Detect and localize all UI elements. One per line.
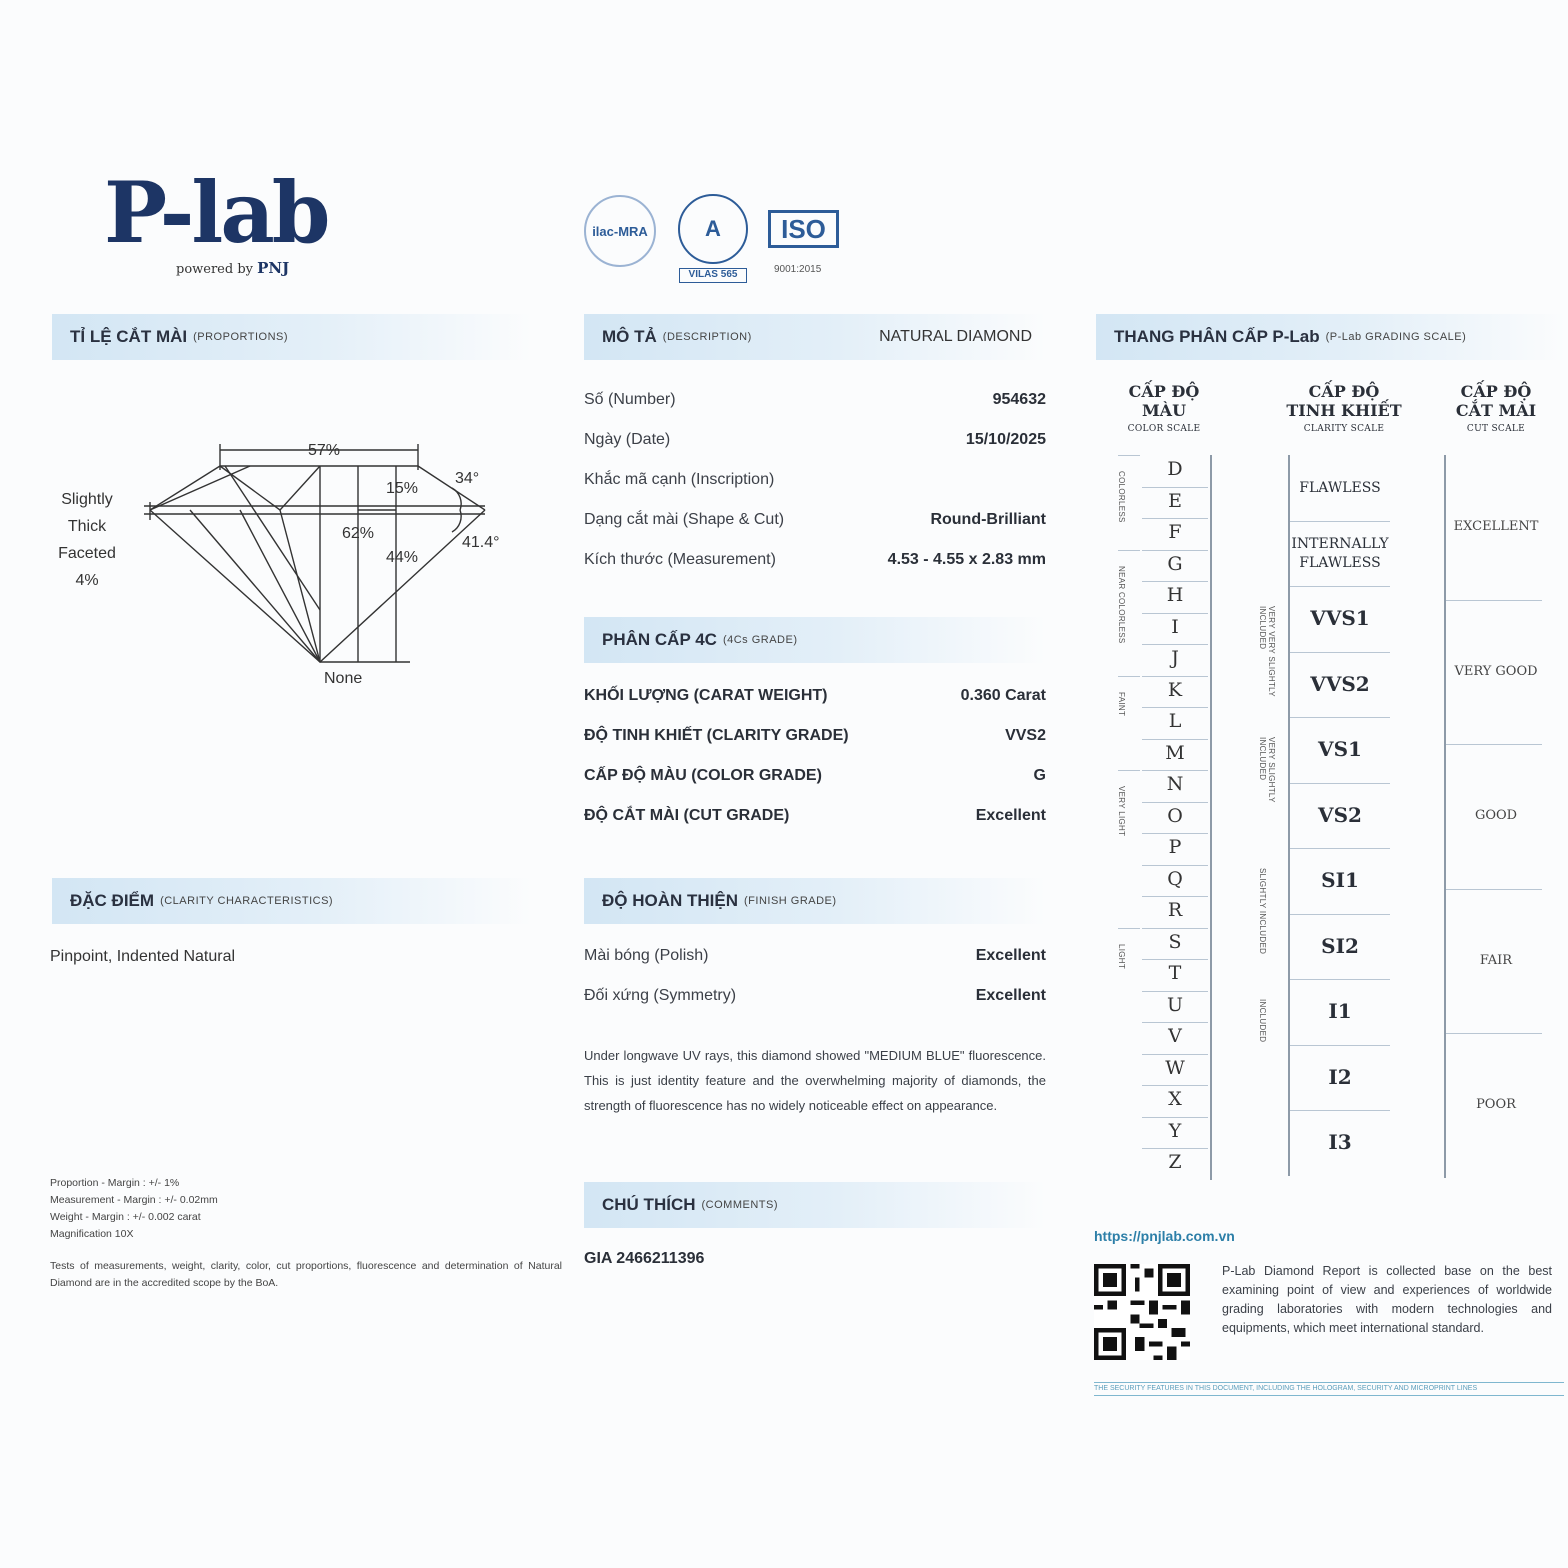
grade4c-header (584, 617, 1046, 663)
color-divider (1142, 739, 1208, 740)
clarity-grade-vs2: VS2 (1318, 802, 1362, 827)
description-row (584, 460, 1046, 500)
row-value: G (1033, 767, 1046, 784)
head-sub: CLARITY SCALE (1303, 424, 1385, 434)
finish-row (584, 936, 1046, 976)
color-group-divider (1118, 455, 1140, 456)
color-grade-v: V (1168, 1025, 1182, 1047)
head-line: CẤP ĐỘ (1460, 382, 1532, 401)
color-divider (1142, 707, 1208, 708)
color-grade-d: D (1167, 458, 1183, 480)
row-label: CẤP ĐỘ MÀU (COLOR GRADE) (584, 767, 822, 784)
cut-scale-head (1446, 382, 1546, 439)
color-group-divider (1118, 770, 1140, 771)
color-group-label: NEAR COLORLESS (1117, 565, 1126, 644)
row-value: 4.53 - 4.55 x 2.83 mm (887, 551, 1046, 568)
row-value: Excellent (975, 807, 1046, 824)
color-divider (1142, 865, 1208, 866)
grade4c-rows (584, 676, 1046, 836)
diamond-type: NATURAL DIAMOND (879, 328, 1032, 345)
clarity-divider (1290, 521, 1390, 522)
clarity-divider (1290, 914, 1390, 915)
row-label: Số (Number) (584, 391, 676, 408)
color-grade-f: F (1168, 521, 1182, 543)
comments-subtitle: (COMMENTS) (701, 1199, 778, 1211)
girdle-line: Slightly (61, 491, 113, 508)
color-grade-h: H (1166, 584, 1184, 606)
clarity-divider (1290, 652, 1390, 653)
table-percent: 57% (308, 442, 341, 459)
margin-note: Proportion - Margin : +/- 1% (50, 1177, 180, 1189)
head-sub: COLOR SCALE (1127, 424, 1201, 434)
row-value: VVS2 (1005, 727, 1046, 744)
color-divider (1142, 991, 1208, 992)
clarity-grade-i2: I2 (1328, 1064, 1352, 1089)
comments-header (584, 1182, 1046, 1228)
color-grade-p: P (1168, 836, 1182, 858)
pavilion-angle: 41.4° (462, 534, 500, 551)
comments-value: GIA 2466211396 (584, 1250, 705, 1267)
margin-notes (50, 1175, 218, 1243)
color-group-label: FAINT (1117, 691, 1126, 716)
color-group-label: COLORLESS (1117, 471, 1126, 523)
about-text: P-Lab Diamond Report is collected base on the best examining point of view and experiences of worldwide grading laboratories with modern technologies and equipments, which meet international standard. (1222, 1264, 1552, 1335)
cut-grade-very-good: VERY GOOD (1454, 663, 1538, 679)
clarity-grade-i1: I1 (1328, 999, 1352, 1023)
color-divider (1142, 896, 1208, 897)
clarity-char-value: Pinpoint, Indented Natural (50, 948, 236, 965)
clarity-grade-flawless: FLAWLESS (1299, 480, 1381, 496)
crown-height: 15% (386, 480, 419, 497)
row-value: Round-Brilliant (930, 511, 1046, 528)
color-grade-w: W (1165, 1056, 1185, 1079)
qr-code (1094, 1264, 1190, 1360)
clarity-divider (1290, 848, 1390, 849)
color-group-label: LIGHT (1117, 943, 1126, 969)
color-grade-l: L (1168, 710, 1182, 732)
finish-subtitle: (FINISH GRADE) (744, 895, 837, 907)
color-grade-t: T (1168, 962, 1182, 984)
color-divider (1142, 581, 1208, 582)
clarity-group-label: VERY SLIGHTLY INCLUDED (1258, 737, 1276, 803)
girdle-line: Thick (67, 518, 107, 535)
color-group-divider (1118, 550, 1140, 551)
row-value: Excellent (975, 987, 1046, 1004)
color-grade-j: J (1171, 647, 1179, 669)
boa-seal (678, 194, 748, 264)
row-label: Kích thước (Measurement) (584, 551, 776, 568)
website-link[interactable]: https://pnjlab.com.vn (1094, 1228, 1235, 1244)
proportions-subtitle: (PROPORTIONS) (193, 331, 289, 343)
ilac-text: ilac-MRA (592, 223, 648, 239)
cut-grade-excellent: EXCELLENT (1453, 519, 1539, 534)
color-grade-s: S (1168, 930, 1182, 953)
color-group-label: VERY LIGHT (1117, 786, 1126, 837)
girdle-line: 4% (75, 572, 99, 589)
grade4c-row (584, 716, 1046, 756)
color-group-divider (1118, 928, 1140, 929)
row-value: 954632 (992, 391, 1046, 408)
grading-scale-header (1096, 314, 1566, 360)
color-divider (1142, 1054, 1208, 1055)
clarity-grade-internally-flawless: INTERNALLY FLAWLESS (1291, 535, 1389, 571)
description-title: MÔ TẢ (602, 327, 657, 346)
head-line: MÀU (1141, 401, 1187, 420)
head-sub: CUT SCALE (1466, 424, 1526, 434)
margin-note: Measurement - Margin : +/- 0.02mm (50, 1194, 218, 1206)
color-grade-k: K (1167, 678, 1183, 701)
description-row (584, 540, 1046, 580)
cut-divider (1446, 600, 1542, 601)
head-line: TINH KHIẾT (1286, 401, 1402, 420)
description-header (584, 314, 1046, 360)
finish-title: ĐỘ HOÀN THIỆN (602, 891, 738, 910)
color-divider (1142, 1022, 1208, 1023)
row-label: ĐỘ CẮT MÀI (CUT GRADE) (584, 807, 790, 824)
clarity-divider (1290, 717, 1390, 718)
color-grade-q: Q (1167, 867, 1183, 890)
color-grade-g: G (1167, 552, 1183, 575)
color-divider (1142, 833, 1208, 834)
description-subtitle: (DESCRIPTION) (662, 331, 752, 343)
color-divider (1142, 676, 1208, 677)
color-divider (1142, 487, 1208, 488)
clarity-group-label: VERY VERY SLIGHTLY INCLUDED (1258, 606, 1276, 697)
clarity-divider (1290, 586, 1390, 587)
clarity-scale-head (1284, 382, 1404, 439)
margin-note: Magnification 10X (50, 1228, 134, 1240)
finish-header (584, 878, 1046, 924)
clarity-grade-vvs2: VVS2 (1310, 671, 1370, 696)
grade4c-row (584, 676, 1046, 716)
color-grade-n: N (1166, 773, 1184, 795)
clarity-grade-vvs1: VVS1 (1310, 606, 1370, 630)
color-divider (1142, 1085, 1208, 1086)
powered-by (176, 259, 289, 277)
cut-divider (1446, 889, 1542, 890)
iso-badge: ISO (768, 210, 839, 248)
boa-text: A (705, 216, 721, 241)
description-row (584, 500, 1046, 540)
cut-grade-poor: POOR (1476, 1097, 1516, 1112)
grade4c-subtitle: (4Cs GRADE) (722, 634, 798, 646)
color-divider (1142, 644, 1208, 645)
clarity-char-header (52, 878, 532, 924)
fluorescence-note: Under longwave UV rays, this diamond showed "MEDIUM BLUE" fluorescence. This is just identity feature and the overwhelming majority of diamonds, the strength of fluorescence has no widely noticeable effect on appearance. (584, 1048, 1046, 1113)
iso-standard: 9001:2015 (774, 264, 822, 275)
finish-row (584, 976, 1046, 1016)
clarity-divider (1290, 783, 1390, 784)
clarity-grade-i3: I3 (1328, 1130, 1352, 1154)
description-row (584, 420, 1046, 460)
grade4c-title: PHÂN CẤP 4C (602, 630, 717, 649)
grade4c-row (584, 756, 1046, 796)
description-rows (584, 380, 1046, 580)
pnj-brand: PNJ (257, 259, 290, 277)
color-grade-u: U (1166, 993, 1183, 1016)
color-scale-head (1114, 382, 1214, 439)
clarity-char-subtitle: (CLARITY CHARACTERISTICS) (160, 895, 334, 907)
finish-rows (584, 936, 1046, 1016)
color-divider (1142, 959, 1208, 960)
clarity-grade-si2: SI2 (1321, 933, 1359, 958)
color-divider (1142, 1117, 1208, 1118)
scope-note: Tests of measurements, weight, clarity, color, cut proportions, fluorescence and determination of Natural Diamond are in the accredited scope by the BoA. (50, 1260, 562, 1289)
row-label: Khắc mã cạnh (Inscription) (584, 471, 775, 488)
girdle-line: Faceted (58, 545, 116, 562)
color-grade-x: X (1168, 1088, 1182, 1110)
clarity-group-label: SLIGHTLY INCLUDED (1258, 868, 1267, 955)
culet-value: None (324, 670, 363, 687)
clarity-group-label: INCLUDED (1258, 999, 1267, 1043)
description-row (584, 380, 1046, 420)
color-grade-e: E (1168, 489, 1182, 512)
color-grade-y: Y (1168, 1119, 1182, 1142)
color-grade-z: Z (1168, 1151, 1182, 1173)
clarity-divider (1290, 1045, 1390, 1046)
color-grade-m: M (1165, 741, 1185, 764)
clarity-char-title: ĐẶC ĐIỂM (70, 891, 155, 910)
row-value: 15/10/2025 (965, 431, 1046, 448)
margin-note: Weight - Margin : +/- 0.002 carat (50, 1211, 201, 1223)
cut-divider (1446, 744, 1542, 745)
row-label: Ngày (Date) (584, 431, 671, 448)
total-depth: 62% (342, 525, 375, 542)
color-divider (1142, 928, 1208, 929)
cut-divider (1446, 1033, 1542, 1034)
powered-by-text: powered by (176, 262, 253, 277)
row-label: Dạng cắt mài (Shape & Cut) (584, 511, 785, 528)
row-label: KHỐI LƯỢNG (CARAT WEIGHT) (584, 687, 828, 704)
row-value: 0.360 Carat (960, 687, 1046, 704)
head-line: CẮT MÀI (1455, 401, 1537, 420)
color-grade-i: I (1171, 615, 1179, 638)
head-line: CẤP ĐỘ (1308, 382, 1380, 401)
color-divider (1142, 770, 1208, 771)
clarity-divider (1290, 1110, 1390, 1111)
grade4c-row (584, 796, 1046, 836)
row-value: Excellent (975, 947, 1046, 964)
pavilion-depth: 44% (386, 549, 419, 566)
crown-angle: 34° (455, 470, 480, 487)
color-scale-rule (1210, 455, 1212, 1180)
plab-logo: P-lab (104, 163, 328, 262)
head-line: CẤP ĐỘ (1128, 382, 1200, 401)
proportions-title: TỈ LỆ CẮT MÀI (70, 327, 188, 346)
girdle-description (50, 486, 124, 594)
row-label: Mài bóng (Polish) (584, 947, 709, 964)
grading-scale-subtitle: (P-Lab GRADING SCALE) (1325, 331, 1467, 343)
color-divider (1142, 613, 1208, 614)
cut-grade-good: GOOD (1474, 808, 1518, 823)
row-label: ĐỘ TINH KHIẾT (CLARITY GRADE) (584, 727, 849, 744)
cut-grade-fair: FAIR (1479, 952, 1513, 968)
clarity-grade-vs1: VS1 (1318, 737, 1362, 761)
color-group-divider (1118, 676, 1140, 677)
comments-title: CHÚ THÍCH (602, 1195, 696, 1214)
diamond-profile-diagram (130, 430, 530, 680)
vilas-label: VILAS 565 (679, 268, 747, 283)
color-divider (1142, 518, 1208, 519)
color-divider (1142, 802, 1208, 803)
color-grade-o: O (1167, 804, 1183, 827)
color-divider (1142, 1148, 1208, 1149)
proportions-header (52, 314, 532, 360)
color-grade-r: R (1167, 899, 1183, 921)
clarity-grade-si1: SI1 (1321, 868, 1359, 892)
row-label: Đối xứng (Symmetry) (584, 987, 737, 1004)
grading-scale-title: THANG PHÂN CẤP P-Lab (1114, 327, 1320, 346)
ilac-mra-seal (584, 195, 656, 267)
color-divider (1142, 550, 1208, 551)
security-strip: THE SECURITY FEATURES IN THIS DOCUMENT, INCLUDING THE HOLOGRAM, SECURITY AND MICROPRINT LINES (1094, 1382, 1564, 1396)
clarity-divider (1290, 979, 1390, 980)
